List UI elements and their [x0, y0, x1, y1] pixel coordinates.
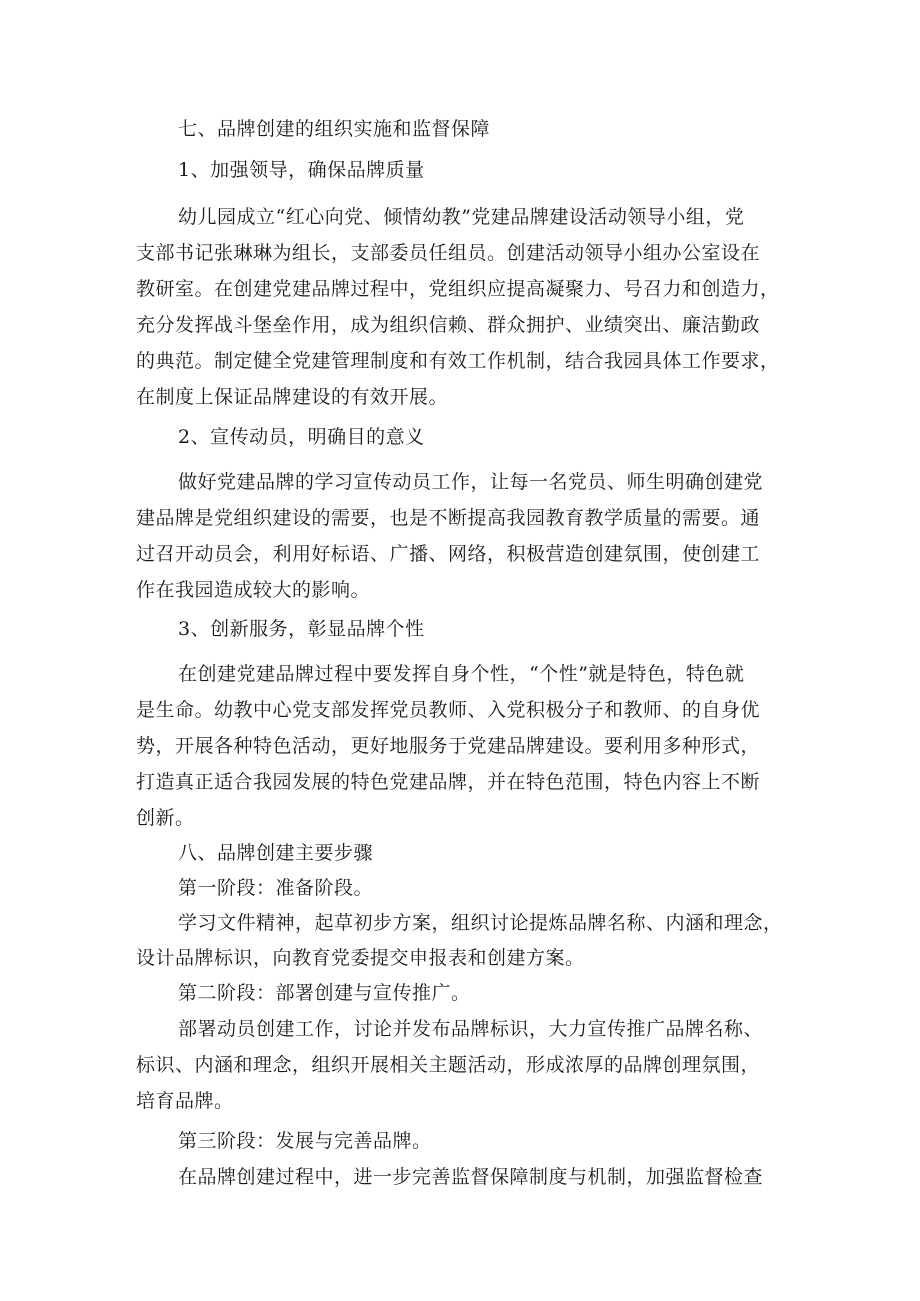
paragraph-line: 标识、内涵和理念，组织开展相关主题活动，形成浓厚的品牌创理氛围， — [136, 1054, 761, 1076]
paragraph-line: 部署动员创建工作，讨论并发布品牌标识，大力宣传推广品牌名称、 — [178, 1018, 764, 1040]
paragraph-line: 幼儿园成立“红心向党、倾情幼教”党建品牌建设活动领导小组，党 — [178, 206, 745, 228]
paragraph-line: 过召开动员会，利用好标语、广播、网络，积极营造创建氛围，使创建工 — [136, 543, 761, 565]
section-heading: 八、品牌创建主要步骤 — [178, 842, 374, 864]
paragraph-line: 的典范。制定健全党建管理制度和有效工作机制，结合我园具体工作要求， — [136, 350, 780, 372]
paragraph-line: 势，开展各种特色活动，更好地服务于党建品牌建设。要利用多种形式， — [136, 735, 761, 757]
paragraph-line: 支部书记张琳琳为组长，支部委员任组员。创建活动领导小组办公室设在 — [136, 242, 761, 264]
paragraph-line: 充分发挥战斗堡垒作用，成为组织信赖、群众拥护、业绩突出、廉洁勤政 — [136, 314, 761, 336]
paragraph-line: 在创建党建品牌过程中要发挥自身个性，“个性”就是特色，特色就 — [178, 663, 745, 685]
paragraph-line: 建品牌是党组织建设的需要，也是不断提高我园教育教学质量的需要。通 — [136, 507, 761, 529]
section-heading: 七、品牌创建的组织实施和监督保障 — [178, 118, 491, 140]
subsection-title: 1、加强领导，确保品牌质量 — [178, 159, 425, 181]
stage-title: 第二阶段：部署创建与宣传推广。 — [178, 982, 471, 1004]
paragraph-line: 创新。 — [136, 807, 195, 829]
paragraph-line: 学习文件精神，起草初步方案，组织讨论提炼品牌名称、内涵和理念， — [178, 912, 783, 934]
paragraph-line: 教研室。在创建党建品牌过程中，党组织应提高凝聚力、号召力和创造力， — [136, 278, 780, 300]
paragraph-line: 是生命。幼教中心党支部发挥党员教师、入党积极分子和教师、的自身优 — [136, 699, 761, 721]
paragraph-line: 设计品牌标识，向教育党委提交申报表和创建方案。 — [136, 947, 585, 969]
paragraph-line: 作在我园造成较大的影响。 — [136, 579, 371, 601]
paragraph-line: 做好党建品牌的学习宣传动员工作，让每一名党员、师生明确创建党 — [178, 471, 764, 493]
stage-title: 第一阶段：准备阶段。 — [178, 877, 374, 899]
subsection-title: 2、宣传动员，明确目的意义 — [178, 426, 425, 448]
paragraph-line: 在品牌创建过程中，进一步完善监督保障制度与机制，加强监督检查 — [178, 1166, 764, 1188]
paragraph-line: 培育品牌。 — [136, 1090, 234, 1112]
stage-title: 第三阶段：发展与完善品牌。 — [178, 1130, 432, 1152]
paragraph-line: 打造真正适合我园发展的特色党建品牌，并在特色范围，特色内容上不断 — [136, 771, 761, 793]
subsection-title: 3、创新服务，彰显品牌个性 — [178, 618, 425, 640]
paragraph-line: 在制度上保证品牌建设的有效开展。 — [136, 386, 449, 408]
